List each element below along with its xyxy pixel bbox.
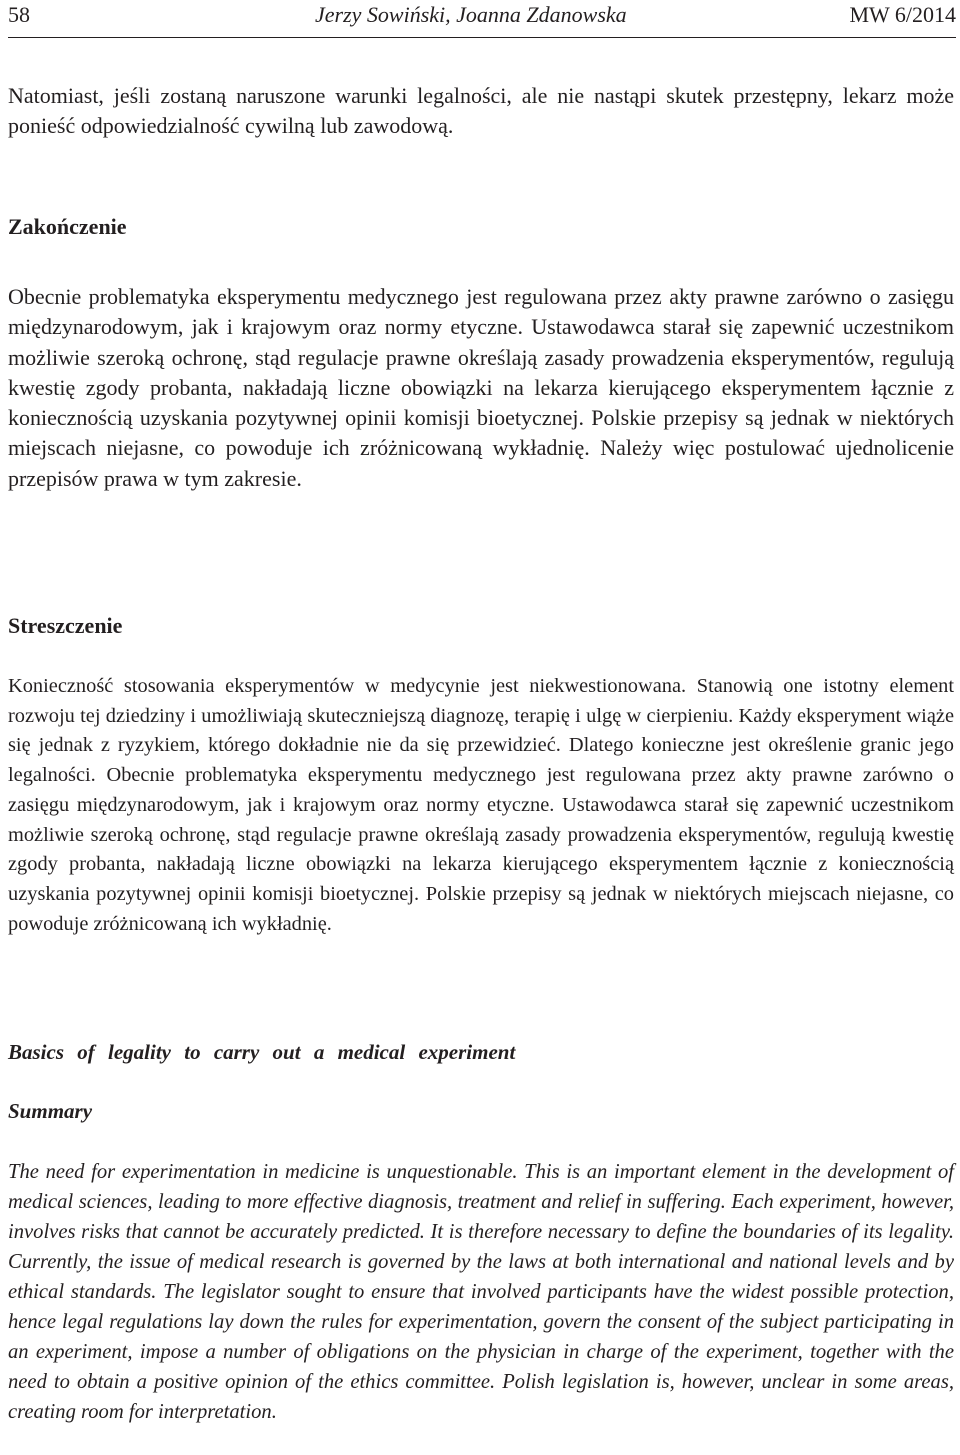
running-authors: Jerzy Sowiński, Joanna Zdanowska xyxy=(315,2,627,27)
conclusion-paragraph: Obecnie problematyka eksperymentu medycznego jest regulowana przez akty prawne zarówno o zasięgu międzynarodowym, jak i krajowym oraz normy etyczne. Ustawodawca starał się zapewnić uczestnikom możliwie szeroką ochronę, stąd regulacje prawne określają zasady prowadzenia eksperymentów, regulują kwestię zgody probanta, nakładają liczne obowiązki na lekarza kierującego eksperymentem łącznie z koniecznością uzyskania pozytywnej opinii komisji bioetycznej. Polskie przepisy są jednak w niektórych miejscach niejasne, co powoduje ich zróżnicowaną wykładnię. Należy więc postulować ujednolicenie przepisów prawa w tym zakresie. xyxy=(8,284,954,491)
conclusion-heading: Zakończenie xyxy=(8,214,127,239)
summary-heading: Summary xyxy=(8,1099,93,1123)
journal-issue: MW 6/2014 xyxy=(849,2,956,27)
running-header xyxy=(8,0,956,30)
streszczenie-heading: Streszczenie xyxy=(8,613,123,638)
summary-paragraph: The need for experimentation in medicine is unquestionable. This is an important element in the development of medical sciences, leading to more effective diagnosis, treatment and relief in suffering. Each experiment, however, involves risks that cannot be accurately predicted. It is therefore necessary to define the boundaries of its legality. Currently, the issue of medical research is governed by the laws at both international and national levels and by ethical standards. The legislator sought to ensure that involved participants have the widest possible protection, hence legal regulations lay down the rules for experimentation, govern the consent of the subject participating in an experiment, impose a number of obligations on the physician in charge of the experiment, together with the need to obtain a positive opinion of the ethics committee. Polish legislation is, however, unclear in some areas, creating room for interpretation. xyxy=(8,1161,954,1423)
header-rule xyxy=(8,37,956,38)
page-number: 58 xyxy=(8,2,30,27)
english-title: Basics of legality to carry out a medical experiment xyxy=(8,1040,516,1064)
intro-paragraph: Natomiast, jeśli zostaną naruszone warunki legalności, ale nie nastąpi skutek przestępny, lekarz może ponieść odpowiedzialność cywilną lub zawodową. xyxy=(8,83,954,139)
streszczenie-paragraph: Konieczność stosowania eksperymentów w medycynie jest niekwestionowana. Stanowią one istotny element rozwoju tej dziedziny i umożliwiają skuteczniejszą diagnozę, terapię i ulgę w cierpieniu. Każdy eksperyment wiąże się jednak z ryzykiem, którego dokładnie nie da się przewidzieć. Dlatego konieczne jest określenie granic jego legalności. Obecnie problematyka eksperymentu medycznego jest regulowana przez akty prawne zarówno o zasięgu międzynarodowym, jak i krajowym oraz normy etyczne. Ustawodawca starał się zapewnić uczestnikom możliwie szeroką ochronę, stąd regulacje prawne określają zasady prowadzenia eksperymentów, regulują kwestię zgody probanta, nakładają liczne obowiązki na lekarza kierującego eksperymentem łącznie z koniecznością uzyskania pozytywnej opinii komisji bioetycznej. Polskie przepisy są jednak w niektórych miejscach niejasne, co powoduje zróżnicowaną ich wykładnię. xyxy=(8,675,954,935)
